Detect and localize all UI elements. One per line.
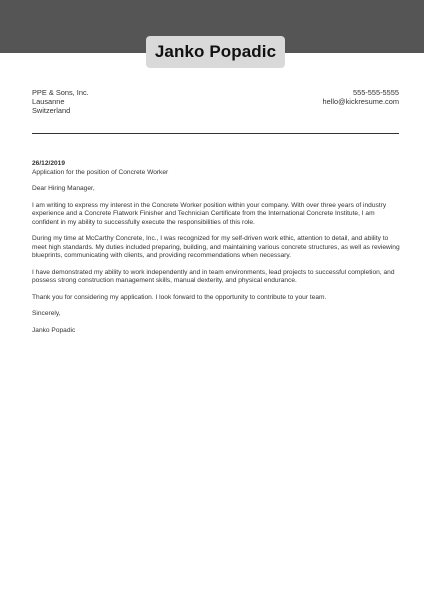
contact-email: hello@kickresume.com	[322, 97, 399, 106]
letter-signature: Janko Popadic	[32, 326, 76, 334]
letter-subject: Application for the position of Concrete Worker	[32, 168, 169, 176]
contact-phone: 555-555-5555	[352, 88, 399, 97]
contact-info	[322, 88, 399, 106]
letter-greeting: Dear Hiring Manager,	[32, 185, 95, 192]
letter-closing: Sincerely,	[32, 310, 61, 317]
recipient-address	[32, 88, 89, 115]
name-box	[146, 36, 285, 68]
letter-paragraph: I am writing to express my interest in the Concrete Worker position within your company. With over three years of industry experience and a Concrete Flatwork Finisher and Technician Certificate from the International Concrete Institute, I am confident in my ability to successfully execute the responsibilities of this role.	[32, 201, 387, 226]
recipient-country: Switzerland	[32, 106, 71, 115]
letter-paragraph: Thank you for considering my application. I look forward to the opportunity to contribute to your team.	[32, 293, 327, 301]
letter-paragraph: During my time at McCarthy Concrete, Inc., I was recognized for my self-driven work ethic, attention to detail, and ability to meet high standards. My duties included preparing, building, and maintaining various concrete structures, as well as reviewing blueprints, communicating with clients, and providing recommendations when necessary.	[32, 235, 400, 259]
letter-paragraph: I have demonstrated my ability to work independently and in team environments, lead projects to successful completion, and possess strong construction management skills, manual dexterity, and physical endurance.	[32, 268, 395, 284]
letter-body	[32, 160, 402, 335]
divider	[32, 133, 399, 134]
recipient-company: PPE & Sons, Inc.	[32, 88, 89, 97]
applicant-name: Janko Popadic	[154, 42, 277, 61]
recipient-city: Lausanne	[32, 97, 65, 106]
letter-date: 26/12/2019	[32, 160, 66, 167]
